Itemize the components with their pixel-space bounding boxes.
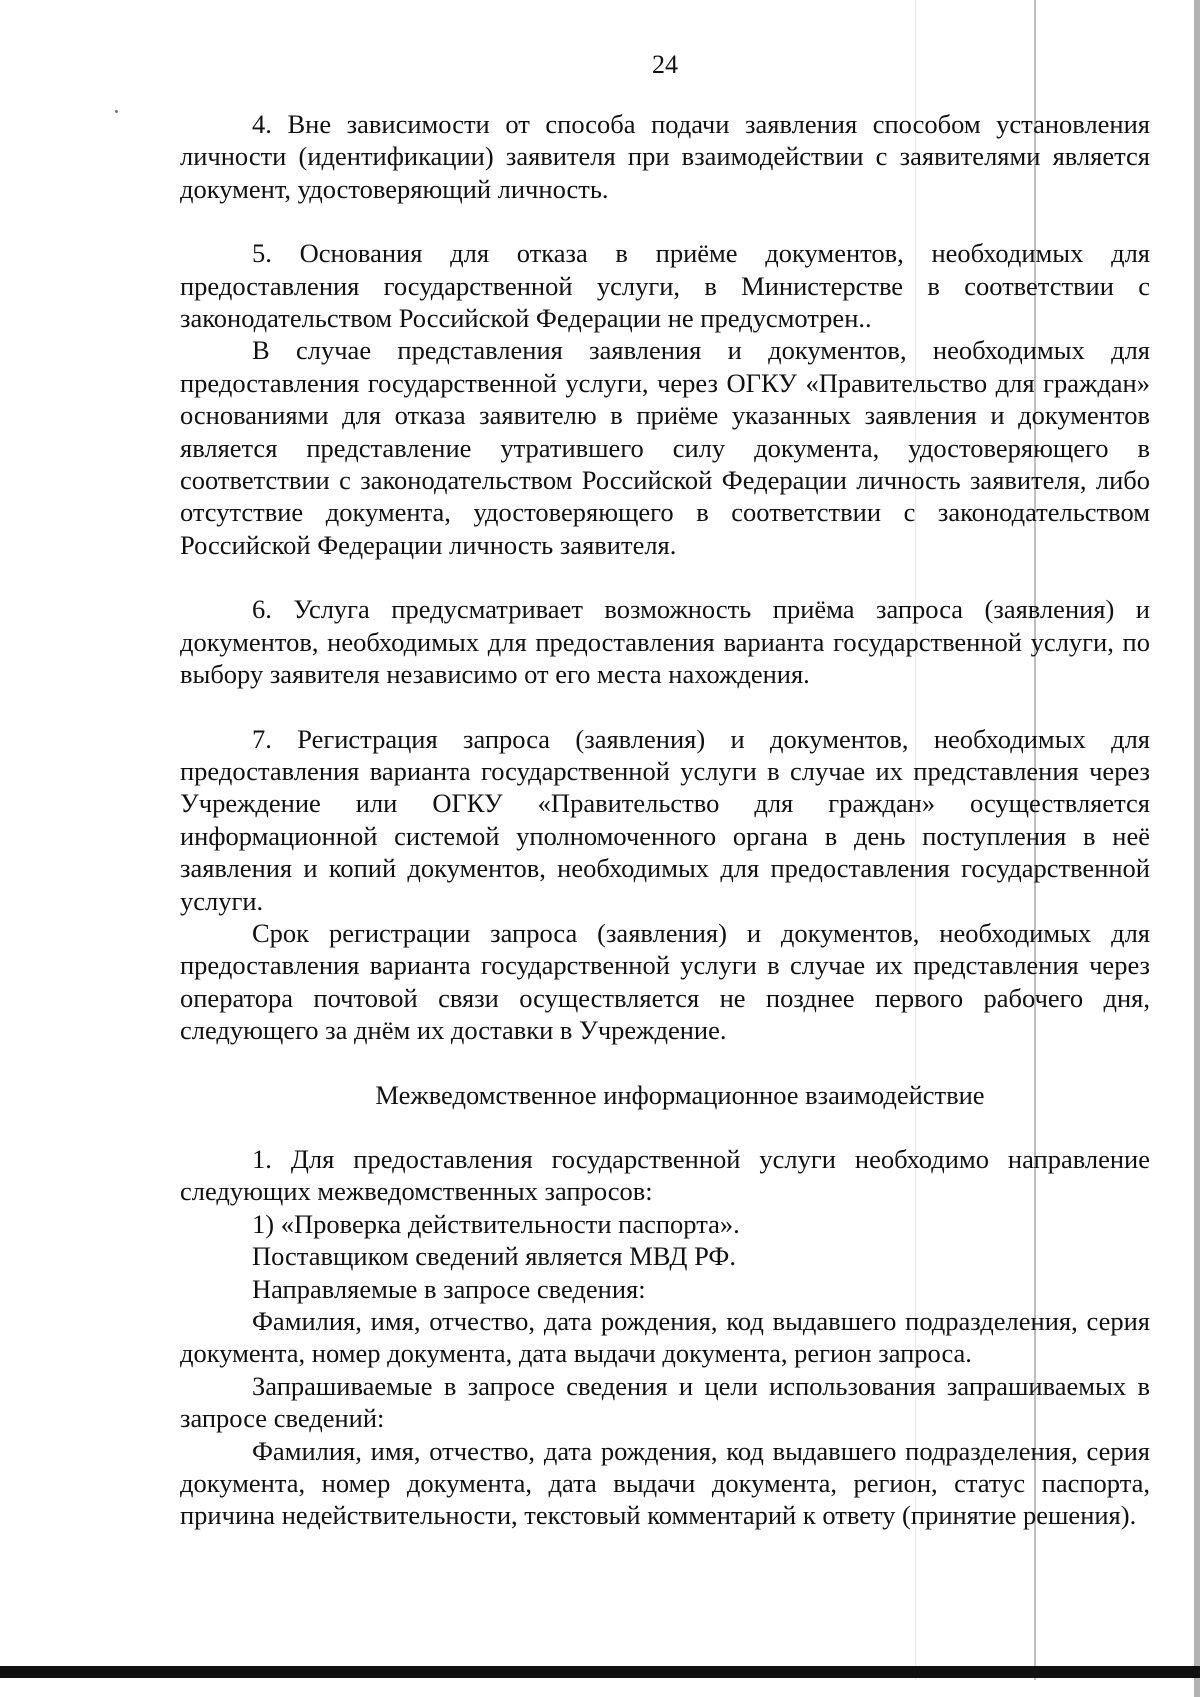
section-heading: Межведомственное информационное взаимодействие [375,1079,985,1110]
section-paragraph-1: 1. Для предоставления государственной услуги необходимо направление следующих межведомственных запросов: [180,1143,1150,1207]
provider-line: Поставщиком сведений является МВД РФ. [252,1241,736,1272]
sent-data-fields: Фамилия, имя, отчество, дата рождения, код выдавшего подразделения, серия документа, номер документа, дата выдачи документа, регион запроса. [180,1306,1150,1369]
document-body [180,108,1150,1532]
scan-bottom-border [0,1666,1200,1678]
paragraph-7: 7. Регистрация запроса (заявления) и документов, необходимых для предоставления варианта государственной услуги в случае их представления через Учреждение или ОГКУ «Правительство для граждан» осуществляется информационной системой уполномоченного органа в день поступления в неё заявления и копий документов, необходимых для предоставления государственной услуги. [180,723,1150,916]
page-number: 24 [652,50,678,79]
paragraph-4: 4. Вне зависимости от способа подачи заявления способом установления личности (идентификации) заявителя при взаимодействии с заявителями является документ, удостоверяющий личность. [180,109,1150,204]
requested-data-fields: Фамилия, имя, отчество, дата рождения, код выдавшего подразделения, серия документа, номер документа, дата выдачи документа, регион, статус паспорта, причина недействительности, текстовый комментарий к ответу (принятие решения). [180,1435,1150,1531]
paragraph-6: 6. Услуга предусматривает возможность приёма запроса (заявления) и документов, необходимых для предоставления варианта государственной услуги, по выбору заявителя независимо от его места нахождения. [180,594,1150,690]
section-list-item-1: 1) «Проверка действительности паспорта». [252,1208,740,1239]
sent-data-label: Направляемые в запросе сведения: [252,1273,646,1304]
paragraph-7-continuation: Срок регистрации запроса (заявления) и документов, необходимых для предоставления варианта государственной услуги в случае их представления через оператора почтовой связи осуществляется не позднее первого рабочего дня, следующего за днём их доставки в Учреждение. [180,917,1150,1046]
requested-data-label: Запрашиваемые в запросе сведения и цели использования запрашиваемых в запросе сведений: [180,1370,1150,1434]
scan-edge [1194,0,1200,1697]
paragraph-5: 5. Основания для отказа в приёме документов, необходимых для предоставления государственной услуги, в Министерстве в соответствии с законодательством Российской Федерации не предусмотрен.. [180,238,1150,334]
paragraph-5-continuation: В случае представления заявления и документов, необходимых для предоставления государственной услуги, через ОГКУ «Правительство для граждан» основаниями для отказа заявителю в приёме указанных заявления и документов является представление утратившего силу документа, удостоверяющего в соответствии с законодательством Российской Федерации личность заявителя, либо отсутствие документа, удостоверяющего в соответствии с законодательством Российской Федерации личность заявителя. [180,335,1150,560]
scan-speck [115,110,118,113]
